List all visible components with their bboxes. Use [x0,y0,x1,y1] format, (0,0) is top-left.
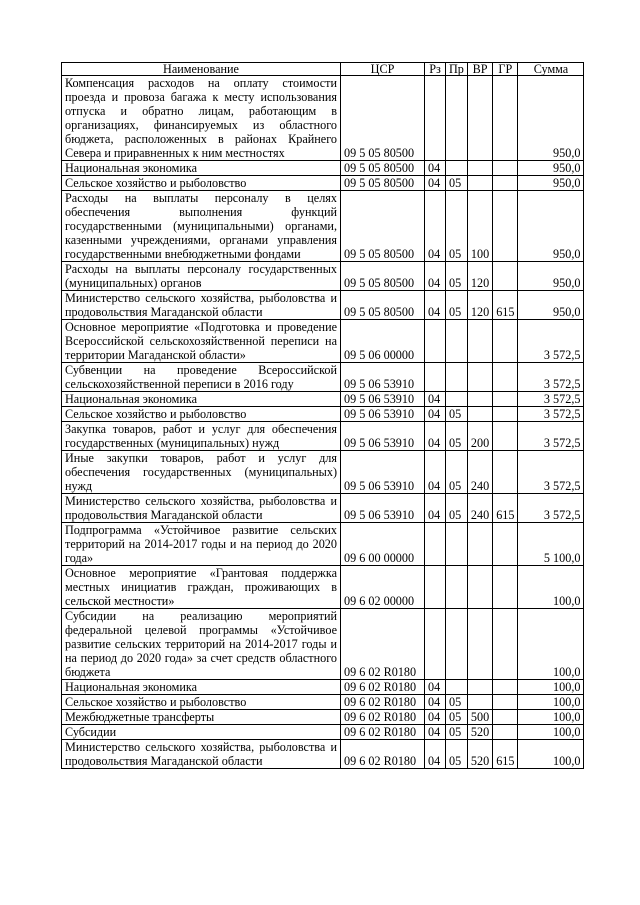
cell-name: Основное мероприятие «Грантовая поддержка местных инициатив граждан, проживающих в сельской местности» [62,566,341,609]
header-pr: Пр [446,63,468,76]
cell-sum: 950,0 [518,161,584,176]
cell-sum: 3 572,5 [518,451,584,494]
cell-csr: 09 5 06 53910 [341,422,425,451]
cell-rz [425,363,446,392]
cell-rz [425,609,446,680]
table-row [62,566,584,609]
cell-gr [493,451,518,494]
cell-name: Сельское хозяйство и рыболовство [62,176,341,191]
cell-gr [493,161,518,176]
cell-name: Субсидии на реализацию мероприятий федеральной целевой программы «Устойчивое развитие сельских территорий на 2014-2017 годы и на период до 2020 года» за счет средств областного бюджета [62,609,341,680]
table-row [62,161,584,176]
cell-name: Министерство сельского хозяйства, рыболовства и продовольствия Магаданской области [62,740,341,769]
cell-gr [493,523,518,566]
cell-vr: 120 [467,291,492,320]
cell-rz: 04 [425,725,446,740]
cell-gr: 615 [493,740,518,769]
cell-sum: 950,0 [518,291,584,320]
cell-name: Закупка товаров, работ и услуг для обеспечения государственных (муниципальных) нужд [62,422,341,451]
cell-gr [493,407,518,422]
cell-rz: 04 [425,407,446,422]
cell-pr: 05 [446,494,468,523]
table-row [62,422,584,451]
cell-gr [493,176,518,191]
cell-name: Субсидии [62,725,341,740]
table-row [62,320,584,363]
cell-pr: 05 [446,451,468,494]
cell-sum: 100,0 [518,695,584,710]
cell-pr [446,161,468,176]
cell-rz: 04 [425,740,446,769]
cell-pr [446,523,468,566]
cell-pr [446,363,468,392]
cell-gr [493,725,518,740]
cell-gr [493,392,518,407]
cell-gr [493,680,518,695]
cell-pr: 05 [446,740,468,769]
table-row [62,494,584,523]
cell-csr: 09 6 02 R0180 [341,725,425,740]
cell-csr: 09 5 06 53910 [341,451,425,494]
cell-sum: 950,0 [518,262,584,291]
header-sum: Сумма [518,63,584,76]
cell-rz: 04 [425,392,446,407]
cell-csr: 09 5 06 53910 [341,392,425,407]
cell-csr: 09 5 05 80500 [341,176,425,191]
table-header-row [62,63,584,76]
cell-name: Национальная экономика [62,680,341,695]
cell-csr: 09 5 05 80500 [341,76,425,161]
cell-csr: 09 5 06 53910 [341,407,425,422]
cell-rz [425,76,446,161]
cell-vr [467,392,492,407]
cell-vr [467,176,492,191]
cell-csr: 09 6 00 00000 [341,523,425,566]
cell-sum: 100,0 [518,566,584,609]
cell-csr: 09 5 06 53910 [341,494,425,523]
cell-csr: 09 6 02 R0180 [341,680,425,695]
table-body [62,76,584,769]
cell-name: Основное мероприятие «Подготовка и проведение Всероссийской сельскохозяйственной переписи на территории Магаданской области» [62,320,341,363]
header-vr: ВР [467,63,492,76]
cell-sum: 100,0 [518,680,584,695]
cell-pr: 05 [446,262,468,291]
cell-sum: 100,0 [518,725,584,740]
cell-csr: 09 6 02 R0180 [341,710,425,725]
cell-vr [467,407,492,422]
header-rz: Рз [425,63,446,76]
cell-sum: 3 572,5 [518,320,584,363]
cell-vr: 200 [467,422,492,451]
cell-pr [446,680,468,695]
cell-csr: 09 6 02 00000 [341,566,425,609]
cell-rz [425,523,446,566]
cell-sum: 3 572,5 [518,363,584,392]
cell-sum: 3 572,5 [518,422,584,451]
cell-name: Национальная экономика [62,392,341,407]
cell-pr: 05 [446,407,468,422]
cell-rz: 04 [425,262,446,291]
cell-pr: 05 [446,291,468,320]
cell-csr: 09 5 06 00000 [341,320,425,363]
cell-name: Расходы на выплаты персоналу государственных (муниципальных) органов [62,262,341,291]
cell-gr [493,320,518,363]
table-row [62,407,584,422]
cell-vr [467,161,492,176]
cell-gr [493,363,518,392]
table-row [62,451,584,494]
cell-rz: 04 [425,680,446,695]
table-row [62,725,584,740]
cell-name: Иные закупки товаров, работ и услуг для обеспечения государственных (муниципальных) нужд [62,451,341,494]
table-row [62,76,584,161]
cell-rz [425,320,446,363]
cell-rz: 04 [425,494,446,523]
header-name: Наименование [62,63,341,76]
cell-pr [446,392,468,407]
cell-vr [467,695,492,710]
cell-csr: 09 5 05 80500 [341,291,425,320]
cell-gr [493,695,518,710]
cell-vr [467,320,492,363]
cell-name: Сельское хозяйство и рыболовство [62,695,341,710]
cell-gr [493,422,518,451]
cell-pr [446,320,468,363]
cell-name: Национальная экономика [62,161,341,176]
cell-sum: 3 572,5 [518,392,584,407]
header-csr: ЦСР [341,63,425,76]
cell-vr [467,363,492,392]
cell-sum: 100,0 [518,740,584,769]
cell-vr [467,566,492,609]
cell-sum: 3 572,5 [518,494,584,523]
cell-gr: 615 [493,291,518,320]
cell-csr: 09 5 06 53910 [341,363,425,392]
cell-rz: 04 [425,422,446,451]
table-row [62,363,584,392]
cell-vr: 500 [467,710,492,725]
cell-csr: 09 6 02 R0180 [341,609,425,680]
cell-csr: 09 6 02 R0180 [341,740,425,769]
cell-csr: 09 5 05 80500 [341,161,425,176]
table-row [62,176,584,191]
cell-pr [446,609,468,680]
cell-name: Сельское хозяйство и рыболовство [62,407,341,422]
cell-gr [493,262,518,291]
cell-pr: 05 [446,176,468,191]
cell-vr [467,609,492,680]
cell-gr [493,710,518,725]
cell-name: Субвенции на проведение Всероссийской сельскохозяйственной переписи в 2016 году [62,363,341,392]
cell-name: Подпрограмма «Устойчивое развитие сельских территорий на 2014-2017 годы и на период до 2020 года» [62,523,341,566]
table-row [62,392,584,407]
table-row [62,710,584,725]
cell-sum: 3 572,5 [518,407,584,422]
cell-sum: 950,0 [518,76,584,161]
cell-csr: 09 6 02 R0180 [341,695,425,710]
table-row [62,695,584,710]
cell-rz: 04 [425,161,446,176]
cell-vr: 520 [467,725,492,740]
table-row [62,680,584,695]
table-row [62,291,584,320]
cell-rz: 04 [425,451,446,494]
table-row [62,262,584,291]
cell-rz: 04 [425,291,446,320]
cell-gr [493,76,518,161]
table-row [62,609,584,680]
cell-rz: 04 [425,710,446,725]
cell-pr: 05 [446,422,468,451]
cell-gr [493,566,518,609]
cell-rz: 04 [425,176,446,191]
cell-name: Министерство сельского хозяйства, рыболовства и продовольствия Магаданской области [62,291,341,320]
cell-rz: 04 [425,695,446,710]
cell-rz [425,566,446,609]
cell-vr: 240 [467,494,492,523]
cell-pr [446,76,468,161]
cell-pr: 05 [446,191,468,262]
cell-sum: 950,0 [518,191,584,262]
cell-sum: 100,0 [518,609,584,680]
cell-vr: 520 [467,740,492,769]
cell-pr: 05 [446,695,468,710]
cell-csr: 09 5 05 80500 [341,191,425,262]
budget-table [61,62,584,769]
cell-pr [446,566,468,609]
cell-sum: 5 100,0 [518,523,584,566]
table-row [62,740,584,769]
cell-gr [493,191,518,262]
cell-gr: 615 [493,494,518,523]
cell-pr: 05 [446,710,468,725]
cell-vr [467,680,492,695]
cell-sum: 950,0 [518,176,584,191]
cell-sum: 100,0 [518,710,584,725]
cell-vr [467,76,492,161]
cell-vr [467,523,492,566]
cell-vr: 240 [467,451,492,494]
cell-name: Расходы на выплаты персоналу в целях обеспечения выполнения функций государственными (муниципальными) органами, казенными учреждениями, органами управления государственными внебюджетными фондами [62,191,341,262]
table-row [62,191,584,262]
cell-name: Компенсация расходов на оплату стоимости проезда и провоза багажа к месту использования отпуска и обратно лицам, работающим в организациях, финансируемых из областного бюджета, расположенных в районах Крайнего Севера и приравненных к ним местностях [62,76,341,161]
cell-vr: 100 [467,191,492,262]
header-gr: ГР [493,63,518,76]
cell-rz: 04 [425,191,446,262]
cell-csr: 09 5 05 80500 [341,262,425,291]
table-row [62,523,584,566]
cell-vr: 120 [467,262,492,291]
cell-pr: 05 [446,725,468,740]
cell-name: Межбюджетные трансферты [62,710,341,725]
cell-name: Министерство сельского хозяйства, рыболовства и продовольствия Магаданской области [62,494,341,523]
cell-gr [493,609,518,680]
